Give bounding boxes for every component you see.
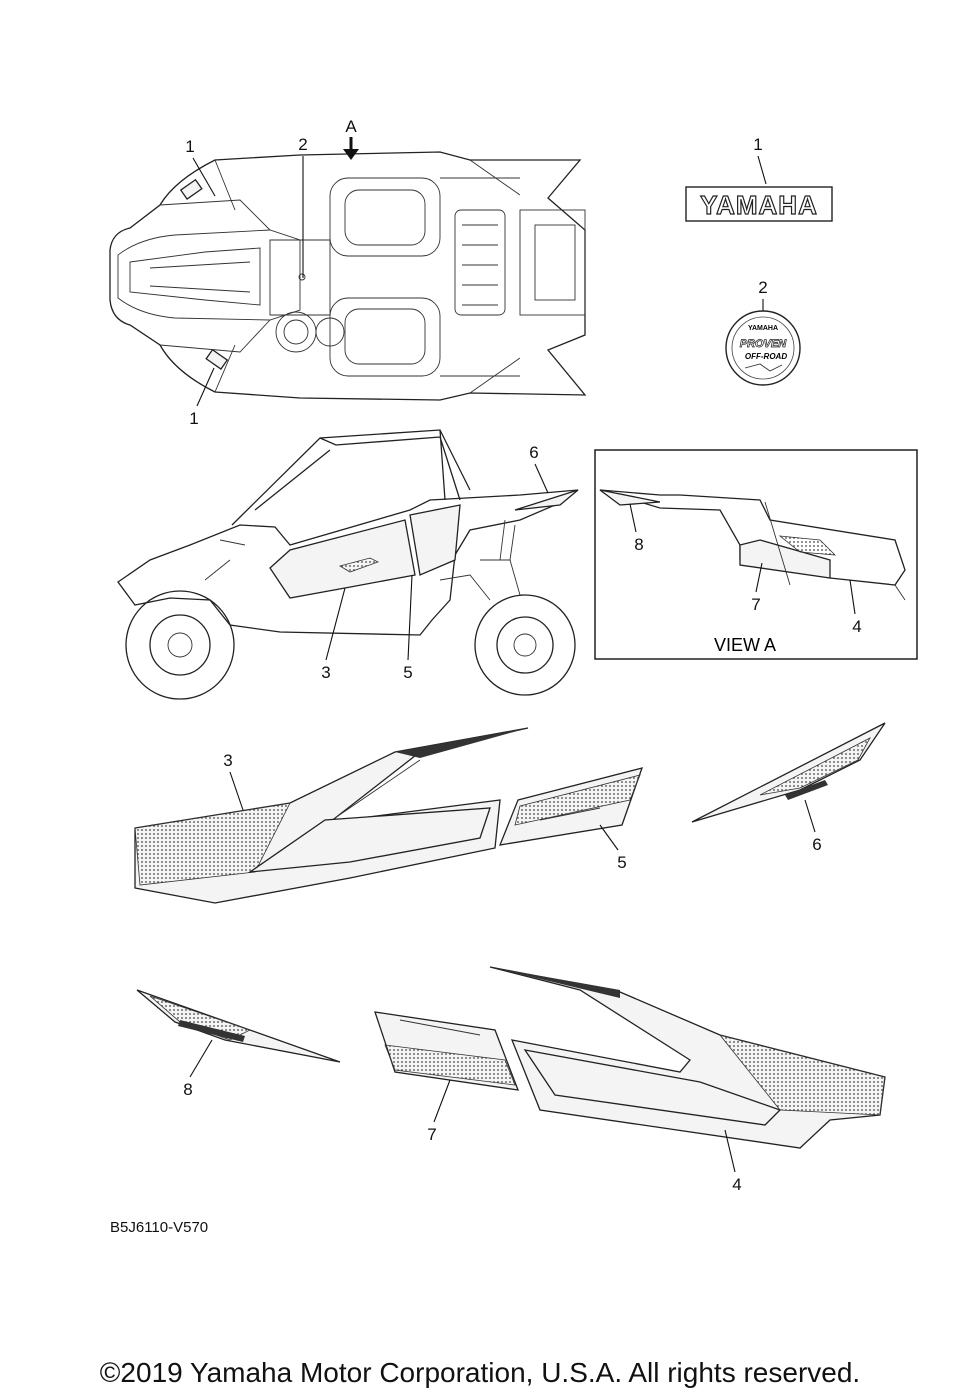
callout-top-2: 2: [298, 135, 308, 154]
callout-decal-1: 1: [753, 135, 763, 154]
part-6-decal: [692, 723, 885, 822]
part-2-emblem: [726, 278, 800, 385]
vehicle-side-view: [118, 430, 578, 699]
part-7-decal: [375, 1012, 518, 1090]
vehicle-top-view: [110, 152, 585, 400]
callout-view-7: 7: [751, 595, 761, 614]
callout-part-5: 5: [617, 853, 627, 872]
emblem-top-text: YAMAHA: [747, 325, 779, 332]
callout-view-4: 4: [852, 617, 862, 636]
callout-bottom-1: 1: [189, 409, 199, 428]
part-5-decal: [500, 768, 642, 845]
emblem-line2: OFF-ROAD: [744, 352, 788, 361]
callout-top-1: 1: [185, 137, 195, 156]
part-3-decal: [135, 728, 528, 903]
emblem-line1: PROVEN: [739, 338, 787, 350]
part-8-decal: [137, 990, 340, 1062]
callout-view-8: 8: [634, 535, 644, 554]
callout-side-5: 5: [403, 663, 413, 682]
callout-side-3: 3: [321, 663, 331, 682]
part-4-decal: [490, 967, 885, 1148]
diagram-code: B5J6110-V570: [110, 1219, 209, 1236]
brand-decal-text: YAMAHA: [700, 190, 818, 220]
leader-line: [197, 368, 214, 406]
callout-emblem-2: 2: [758, 278, 768, 297]
view-a-box: [595, 450, 917, 659]
view-a-label: VIEW A: [713, 635, 777, 655]
callout-part-3: 3: [223, 751, 233, 770]
callout-part-7: 7: [427, 1125, 437, 1144]
callout-part-8: 8: [183, 1080, 193, 1099]
part-1-brand-decal: [686, 135, 832, 221]
callout-part-4: 4: [732, 1175, 742, 1194]
callout-part-6: 6: [812, 835, 822, 854]
view-arrow-label: A: [345, 117, 357, 136]
copyright-notice: ©2019 Yamaha Motor Corporation, U.S.A. All rights reserved.: [99, 1357, 861, 1388]
callout-side-6: 6: [529, 443, 539, 462]
